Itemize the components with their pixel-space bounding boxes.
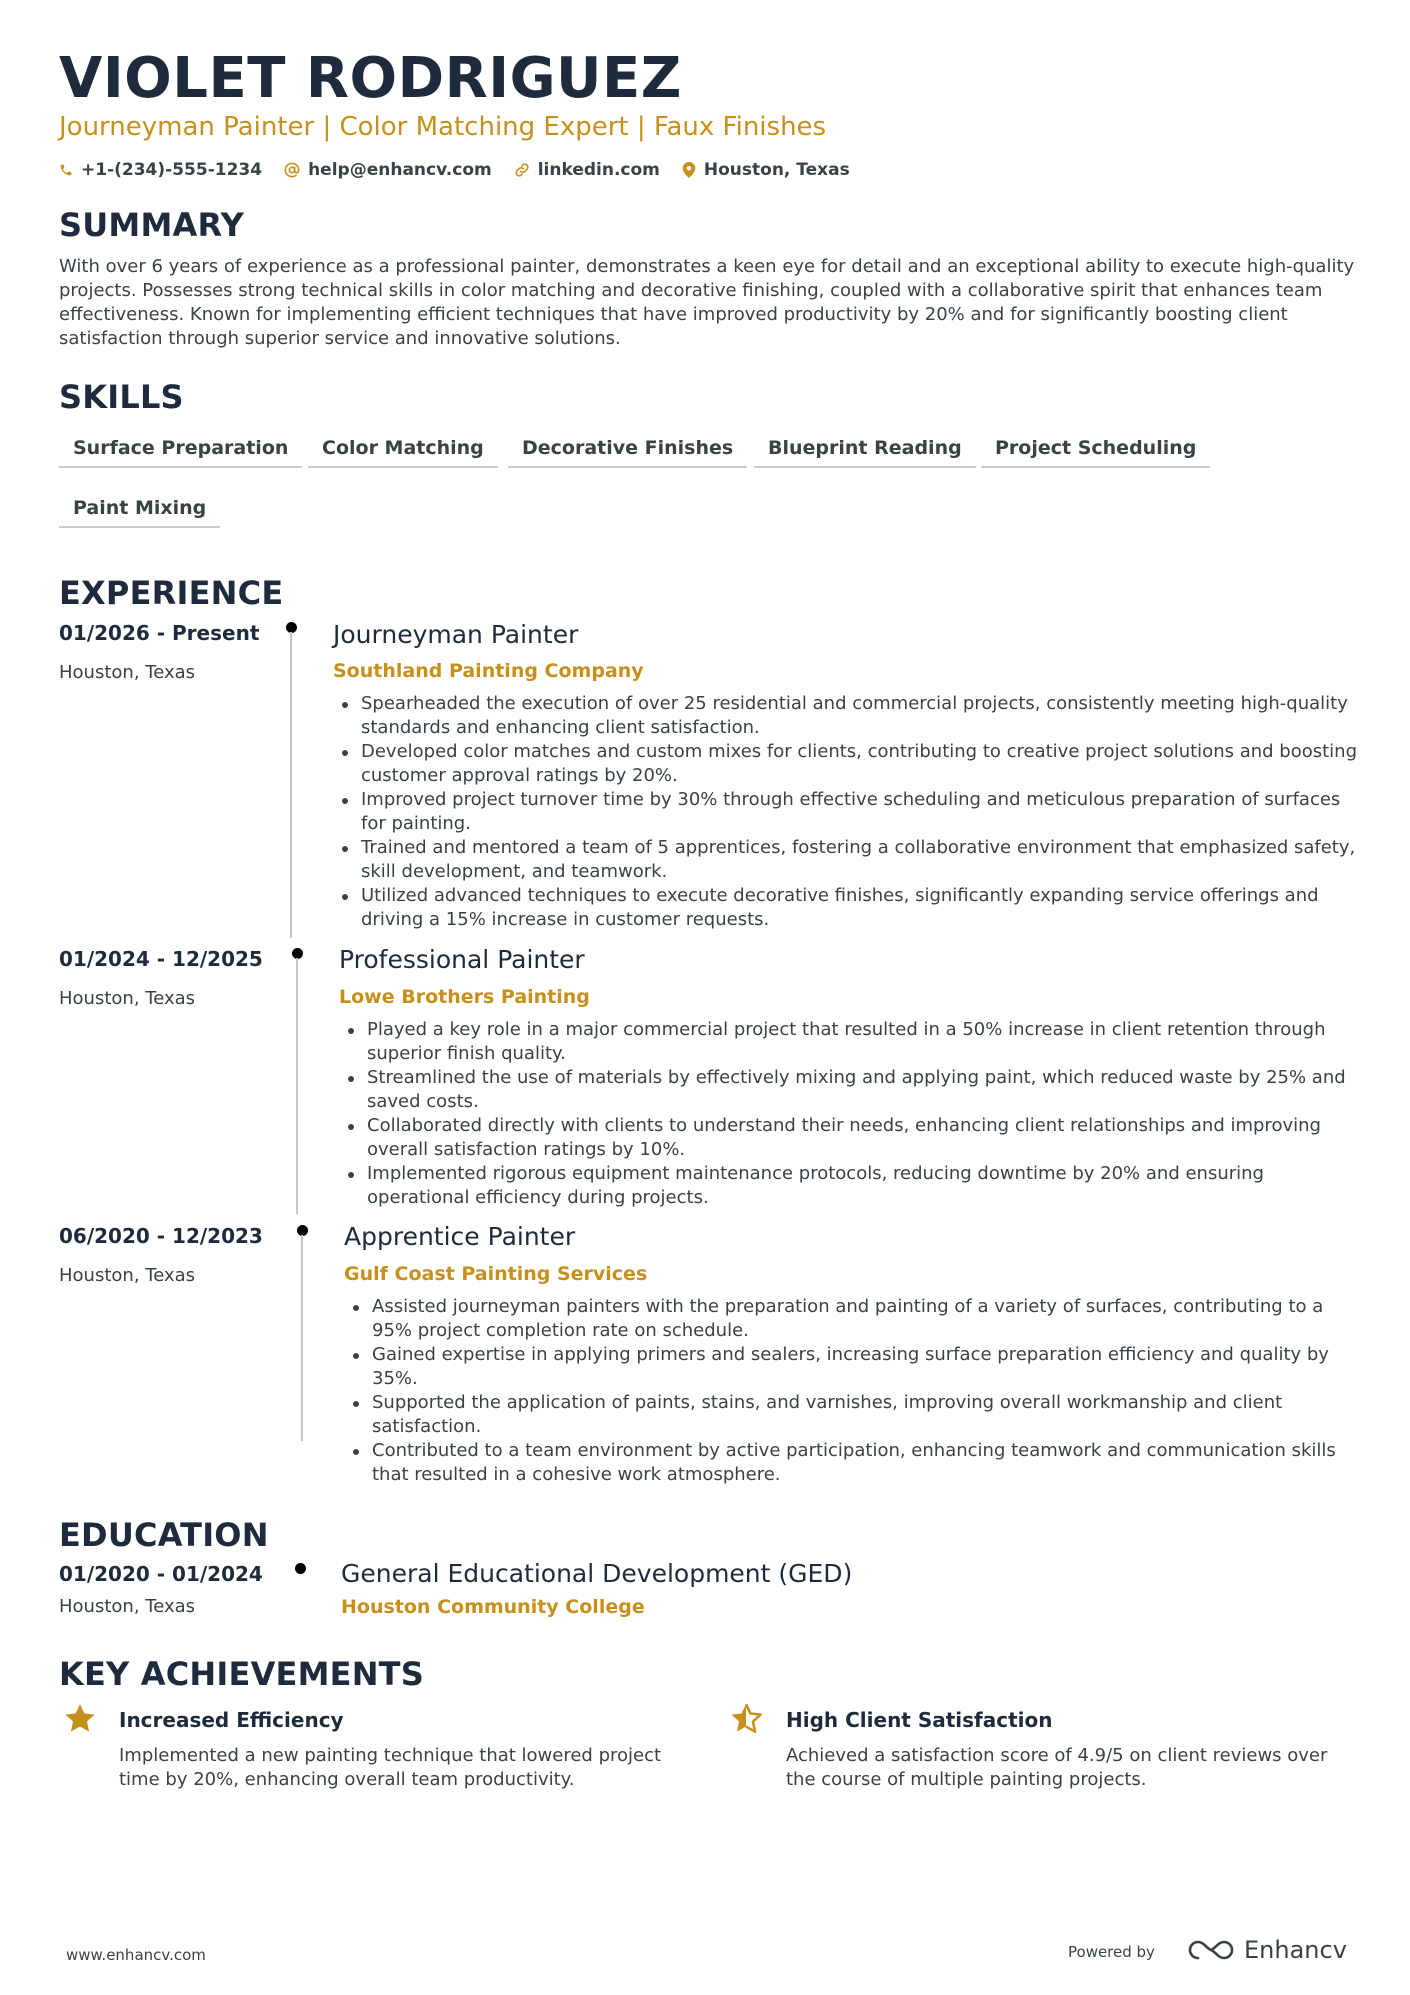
skill-tag: Project Scheduling (981, 428, 1210, 468)
location-pin-icon (682, 162, 696, 178)
job-role: Journeyman Painter (333, 620, 579, 649)
candidate-name: VIOLET RODRIGUEZ (59, 46, 682, 111)
job-role: Professional Painter (339, 945, 585, 974)
list-item: Developed color matches and custom mixes for clients, contributing to creative project solutions and boosting customer approval ratings by 20%. (333, 740, 1363, 788)
list-item: Trained and mentored a team of 5 apprentices, fostering a collaborative environment that emphasized safety, skill development, and teamwork. (333, 836, 1363, 884)
achievement-title: Increased Efficiency (119, 1708, 344, 1732)
contact-bar (59, 160, 850, 180)
linkedin-text: linkedin.com (537, 160, 660, 180)
list-item: Streamlined the use of materials by effectively mixing and applying paint, which reduced waste by 25% and saved costs. (339, 1066, 1363, 1114)
brand-logo[interactable] (1188, 1936, 1347, 1964)
star-half-icon (728, 1702, 764, 1736)
job-dates: 06/2020 - 12/2023 (59, 1224, 263, 1248)
list-item: Improved project turnover time by 30% through effective scheduling and meticulous preparation of surfaces for painting. (333, 788, 1363, 836)
timeline-line (296, 958, 298, 1214)
achievement-title: High Client Satisfaction (786, 1708, 1053, 1732)
skills-heading: SKILLS (59, 378, 184, 416)
skill-tag: Decorative Finishes (508, 428, 747, 468)
education-location: Houston, Texas (59, 1596, 196, 1617)
location-text: Houston, Texas (703, 160, 850, 180)
achievement-description: Achieved a satisfaction score of 4.9/5 on client reviews over the course of multiple painting projects. (786, 1745, 1328, 1790)
list-item: Collaborated directly with clients to understand their needs, enhancing client relationships and improving overall satisfaction ratings by 10%. (339, 1114, 1363, 1162)
job-company: Lowe Brothers Painting (339, 986, 590, 1008)
skill-tag: Surface Preparation (59, 428, 302, 468)
job-bullets (333, 692, 1363, 932)
education-dates: 01/2020 - 01/2024 (59, 1562, 263, 1586)
list-item: Played a key role in a major commercial project that resulted in a 50% increase in client retention through superior finish quality. (339, 1018, 1363, 1066)
candidate-tagline: Journeyman Painter | Color Matching Expert | Faux Finishes (59, 112, 827, 142)
skill-tag: Color Matching (308, 428, 498, 468)
job-location: Houston, Texas (59, 1265, 196, 1286)
education-school: Houston Community College (341, 1596, 645, 1618)
contact-location (682, 160, 850, 180)
phone-text: +1-(234)-555-1234 (81, 160, 263, 180)
powered-by-label: Powered by (1068, 1943, 1155, 1961)
timeline-dot (295, 1563, 306, 1574)
job-dates: 01/2026 - Present (59, 621, 260, 645)
list-item: Assisted journeyman painters with the preparation and painting of a variety of surfaces, contributing to a 95% project completion rate on schedule. (344, 1295, 1366, 1343)
skill-tag: Blueprint Reading (754, 428, 976, 468)
list-item: Implemented rigorous equipment maintenance protocols, reducing downtime by 20% and ensuring operational efficiency during projects. (339, 1162, 1363, 1210)
skill-tag: Paint Mixing (59, 488, 220, 528)
job-company: Southland Painting Company (333, 660, 644, 682)
job-dates: 01/2024 - 12/2025 (59, 947, 263, 971)
list-item: Utilized advanced techniques to execute decorative finishes, significantly expanding service offerings and driving a 15% increase in customer requests. (333, 884, 1363, 932)
experience-heading: EXPERIENCE (59, 574, 284, 612)
job-bullets (344, 1295, 1366, 1487)
job-role: Apprentice Painter (344, 1222, 576, 1251)
timeline-line (301, 1235, 303, 1441)
list-item: Supported the application of paints, stains, and varnishes, improving overall workmanship and client satisfaction. (344, 1391, 1366, 1439)
star-icon (62, 1702, 98, 1736)
link-icon (514, 162, 530, 178)
enhancv-logo-icon (1188, 1938, 1234, 1962)
achievements-heading: KEY ACHIEVEMENTS (59, 1655, 424, 1693)
achievement-description: Implemented a new painting technique that lowered project time by 20%, enhancing overall team productivity. (119, 1745, 662, 1790)
job-location: Houston, Texas (59, 988, 196, 1009)
summary-text: With over 6 years of experience as a professional painter, demonstrates a keen eye for detail and an exceptional ability to execute high-quality projects. Possesses strong technical skills in color matching and decorative finishing, coupled with a collaborative spirit that enhances team effectiveness. Known for implementing efficient techniques that have improved productivity by 20% and for significantly boosting client satisfaction through superior service and innovative solutions. (59, 256, 1355, 349)
summary-heading: SUMMARY (59, 206, 244, 244)
list-item: Gained expertise in applying primers and sealers, increasing surface preparation efficiency and quality by 35%. (344, 1343, 1366, 1391)
footer-url[interactable]: www.enhancv.com (66, 1946, 206, 1964)
contact-email[interactable] (284, 160, 492, 180)
job-bullets (339, 1018, 1363, 1210)
education-degree: General Educational Development (GED) (341, 1559, 853, 1588)
at-icon (284, 162, 300, 178)
contact-linkedin[interactable] (514, 160, 660, 180)
education-heading: EDUCATION (59, 1516, 269, 1554)
job-location: Houston, Texas (59, 662, 196, 683)
email-text: help@enhancv.com (308, 160, 492, 180)
list-item: Contributed to a team environment by active participation, enhancing teamwork and communication skills that resulted in a cohesive work atmosphere. (344, 1439, 1366, 1487)
timeline-line (290, 632, 292, 938)
phone-icon (59, 163, 73, 177)
contact-phone[interactable] (59, 160, 262, 180)
brand-name: Enhancv (1244, 1936, 1347, 1964)
list-item: Spearheaded the execution of over 25 residential and commercial projects, consistently meeting high-quality standards and enhancing client satisfaction. (333, 692, 1363, 740)
job-company: Gulf Coast Painting Services (344, 1263, 648, 1285)
